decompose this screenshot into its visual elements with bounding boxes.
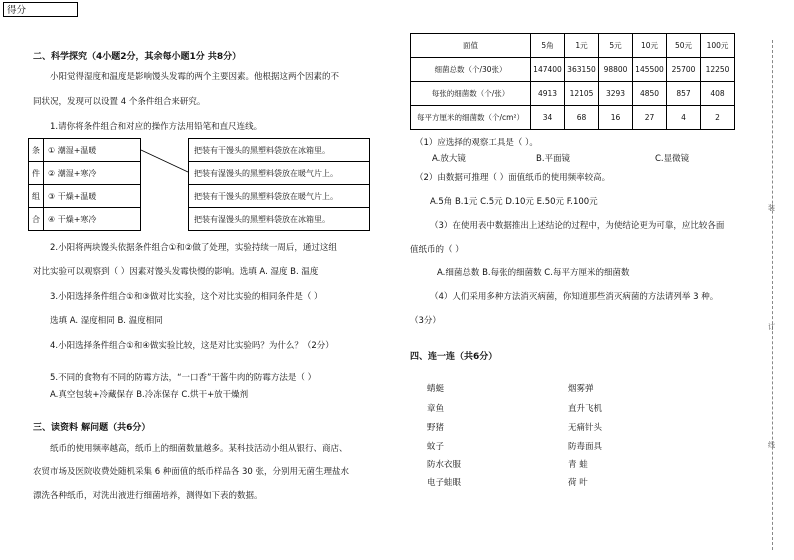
table-cell: 4	[667, 106, 701, 130]
table-cell: 12250	[701, 58, 735, 82]
table-header: 50元	[667, 34, 701, 58]
table-cell: 147400	[531, 58, 565, 82]
r-q2: （2）由数据可推理（ ）面值纸币的使用频率较高。	[415, 173, 611, 183]
s3-para-line1: 纸币的使用频率越高，纸币上的细菌数量越多。某科技活动小组从银行、商店、	[50, 444, 348, 454]
banknote-bacteria-table	[410, 33, 735, 130]
table-cell: 98800	[599, 58, 633, 82]
row-label: 细菌总数（个/30张）	[411, 58, 531, 82]
s2-q2-line1: 2.小阳将两块馒头依据条件组合①和②做了处理，实验持续一周后，通过这组	[50, 243, 337, 253]
table-cell: 34	[531, 106, 565, 130]
s2-q3-line1: 3.小阳选择条件组合①和③做对比实验，这个对比实验的相同条件是（ ）	[50, 292, 323, 302]
r-q1-opt-c: C.显微镜	[655, 154, 690, 164]
condition-4: ④ 干燥+寒冷	[44, 208, 141, 231]
s2-q5-options: A.真空包装+冷藏保存 B.冷冻保存 C.烘干+放干燥剂	[50, 390, 249, 400]
row-label: 每平方厘米的细菌数（个/cm²）	[411, 106, 531, 130]
binding-line	[772, 40, 774, 550]
s2-q4: 4.小阳选择条件组合①和④做实验比较，这是对比实验吗？为什么？（2分）	[50, 341, 334, 351]
table-cell: 25700	[667, 58, 701, 82]
r-q2-options: A.5角 B.1元 C.5元 D.10元 E.50元 F.100元	[430, 197, 598, 207]
r-q3-line1: （3）在使用表中数据推出上述结论的过程中，为使结论更为可靠，应比较各面	[430, 221, 725, 231]
s2-q3-line2: 选填 A. 湿度相同 B. 温度相同	[50, 316, 163, 326]
table-header: 面值	[411, 34, 531, 58]
match-right-item: 青 蛙	[568, 460, 588, 470]
table-cell: 857	[667, 82, 701, 106]
score-box: 得分	[3, 2, 78, 17]
table-cell: 145500	[633, 58, 667, 82]
match-left-item: 防水衣服	[427, 460, 462, 470]
side-char: 件	[29, 162, 44, 185]
table-header: 5元	[599, 34, 633, 58]
s2-intro-line2: 同状况，发现可以设置 4 个条件组合来研究。	[33, 97, 206, 107]
condition-2: ② 潮湿+寒冷	[44, 162, 141, 185]
r-q4-score: （3分）	[410, 316, 441, 326]
operation-2: 把装有湿馒头的黑塑料袋放在暖气片上。	[189, 162, 370, 185]
s2-q5: 5.不同的食物有不同的防霉方法，“一口香”干酱牛肉的防霉方法是（ ）	[50, 373, 317, 383]
table-cell: 16	[599, 106, 633, 130]
operation-4: 把装有湿馒头的黑塑料袋放在冰箱里。	[189, 208, 370, 231]
r-q3-options: A.细菌总数 B.每张的细菌数 C.每平方厘米的细菌数	[437, 268, 630, 278]
section-2-heading: 二、科学探究（4小题2分，其余每小题1分 共8分）	[33, 52, 242, 62]
r-q1-opt-a: A.放大镜	[432, 154, 466, 164]
match-left-item: 野猪	[427, 423, 445, 433]
table-cell: 4850	[633, 82, 667, 106]
match-right-item: 无痛针头	[568, 423, 603, 433]
match-right-item: 防毒面具	[568, 442, 603, 452]
r-q1: （1）应选择的观察工具是（ ）。	[415, 138, 538, 148]
s3-para-line2: 农贸市场及医院收费处随机采集 6 种面值的纸币样品各 30 张，分别用无菌生理盐水	[33, 467, 350, 477]
operation-3: 把装有干馒头的黑塑料袋放在暖气片上。	[189, 185, 370, 208]
match-left-item: 蚊子	[427, 442, 445, 452]
s3-para-line3: 漂洗各种纸币，对洗出液进行细菌培养，测得如下表的数据。	[33, 491, 263, 501]
binding-mark: 订	[768, 323, 775, 331]
s2-intro-line1: 小阳觉得湿度和温度是影响馒头发霉的两个主要因素。他根据这两个因素的不	[50, 72, 340, 82]
binding-mark: 装	[768, 204, 775, 212]
match-left-item: 章鱼	[427, 404, 445, 414]
match-left-item: 蜻蜓	[427, 384, 445, 394]
r-q3-line2: 值纸币的（ ）	[410, 245, 464, 255]
r-q4: （4）人们采用多种方法消灭病菌，你知道那些消灭病菌的方法请列举 3 种。	[430, 292, 719, 302]
row-label: 每张的细菌数（个/张）	[411, 82, 531, 106]
table-cell: 4913	[531, 82, 565, 106]
table-cell: 27	[633, 106, 667, 130]
section-3-heading: 三、读资料 解问题（共6分）	[33, 423, 151, 433]
r-q1-opt-b: B.平面镜	[536, 154, 571, 164]
match-right-item: 烟雾弹	[568, 384, 594, 394]
condition-3: ③ 干燥+温暖	[44, 185, 141, 208]
side-char: 条	[29, 139, 44, 162]
table-header: 10元	[633, 34, 667, 58]
table-cell: 12105	[565, 82, 599, 106]
match-right-item: 直升飞机	[568, 404, 603, 414]
operation-table	[188, 138, 370, 231]
operation-1: 把装有干馒头的黑塑料袋放在冰箱里。	[189, 139, 370, 162]
table-cell: 3293	[599, 82, 633, 106]
section-4-heading: 四、连一连（共6分）	[410, 352, 498, 362]
match-left-item: 电子蛙眼	[427, 478, 462, 488]
table-cell: 408	[701, 82, 735, 106]
condition-1: ① 潮湿+温暖	[44, 139, 141, 162]
s2-q1: 1.请你将条件组合和对应的操作方法用铅笔和直尺连线。	[50, 122, 263, 132]
side-char: 组	[29, 185, 44, 208]
binding-mark: 线	[768, 441, 775, 449]
table-header: 5角	[531, 34, 565, 58]
table-header: 1元	[565, 34, 599, 58]
table-header: 100元	[701, 34, 735, 58]
table-cell: 363150	[565, 58, 599, 82]
table-cell: 68	[565, 106, 599, 130]
match-right-item: 荷 叶	[568, 478, 588, 488]
s2-q2-line2: 对比实验可以观察到（ ）因素对馒头发霉快慢的影响。选填 A. 湿度 B. 温度	[33, 267, 319, 277]
table-cell: 2	[701, 106, 735, 130]
side-char: 合	[29, 208, 44, 231]
